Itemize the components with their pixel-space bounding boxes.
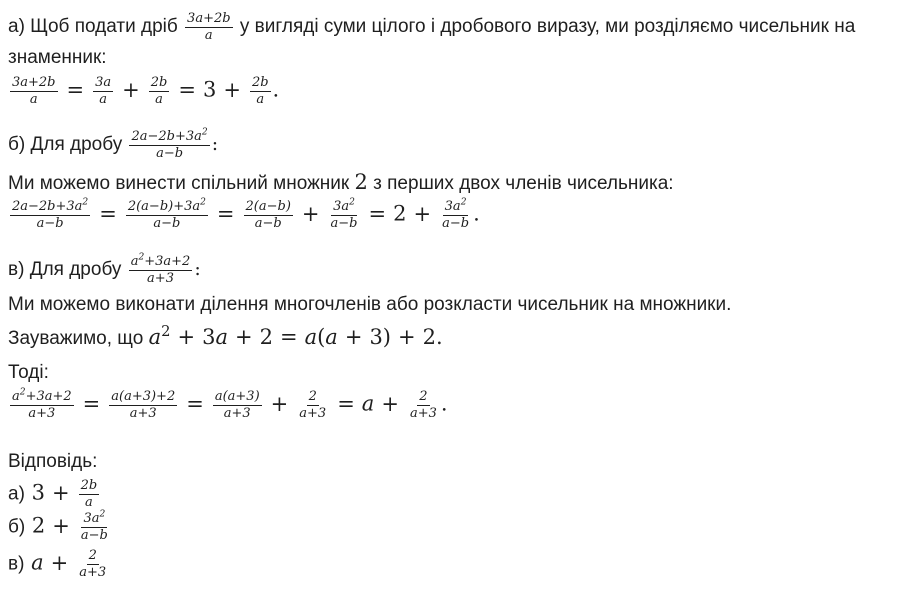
part-a-intro-text-2: у вигляді суми цілого і дробового виразу, ми розділяємо чисельник на — [239, 16, 856, 38]
part-c-note: Зауважимо, що $a^2 + 3a + 2 = a(a + 3) + 2$. — [8, 323, 443, 349]
answer-a: а) 3 + $\frac{2b}{a}$ — [8, 478, 98, 510]
fraction-b: $\frac{2a-2b+3a^2}{a-b}$ — [131, 127, 208, 161]
answer-c: в) a + $\frac{2}{a+3}$ — [8, 548, 107, 580]
part-b-equation: $\frac{2a-2b+3a^2}{a-b}$ = $\frac{2(a-b)+3a^2}{a-b}$ = $\frac{2(a-b)}{a-b}$ + $\frac{3a^2}{a-b}$ = 2 + $\frac{3a^2}{a-b}$ . — [12, 197, 480, 231]
part-b-intro: б) Для дробу $\frac{2a-2b+3a^2}{a-b}$ : — [8, 127, 219, 161]
part-a-intro-text: а) Щоб подати дріб — [8, 16, 178, 38]
part-b-factor-text: Ми можемо винести спільний множник 2 з перших двох членів чисельника: — [8, 170, 674, 194]
part-c-identity: $a^2 + 3a + 2 = a(a + 3) + 2$. — [148, 323, 443, 349]
part-c-then: Тоді: — [8, 362, 49, 383]
common-factor-value: 2 — [354, 170, 368, 194]
part-c-intro-text: в) Для дробу — [8, 259, 122, 281]
part-a-equation: $\frac{3a+2b}{a}$ = $\frac{3a}{a}$ + $\frac{2b}{a}$ = 3 + $\frac{2b}{a}$ . — [12, 75, 280, 107]
part-a-intro — [8, 12, 855, 42]
answer-b: б) 2 + $\frac{3a^2}{a-b}$ — [8, 509, 108, 543]
part-a-denominator-label: знаменник: — [8, 47, 107, 68]
answer-title: Відповідь: — [8, 451, 98, 472]
part-c-equation: $\frac{a^2+3a+2}{a+3}$ = $\frac{a(a+3)+2}{a+3}$ = $\frac{a(a+3)}{a+3}$ + $\frac{2}{a+3}$ = a + $\frac{2}{a+3}$ . — [12, 387, 448, 421]
part-b-intro-text: б) Для дробу — [8, 134, 123, 156]
part-c-method-text: Ми можемо виконати ділення многочленів або розкласти чисельник на множники. — [8, 294, 732, 315]
part-c-intro: в) Для дробу $\frac{a^2+3a+2}{a+3}$ : — [8, 252, 201, 286]
fraction-c: $\frac{a^2+3a+2}{a+3}$ — [130, 252, 191, 286]
fraction-3a-2b-over-a: $\frac{3a+2b}{a}$ — [187, 11, 231, 43]
